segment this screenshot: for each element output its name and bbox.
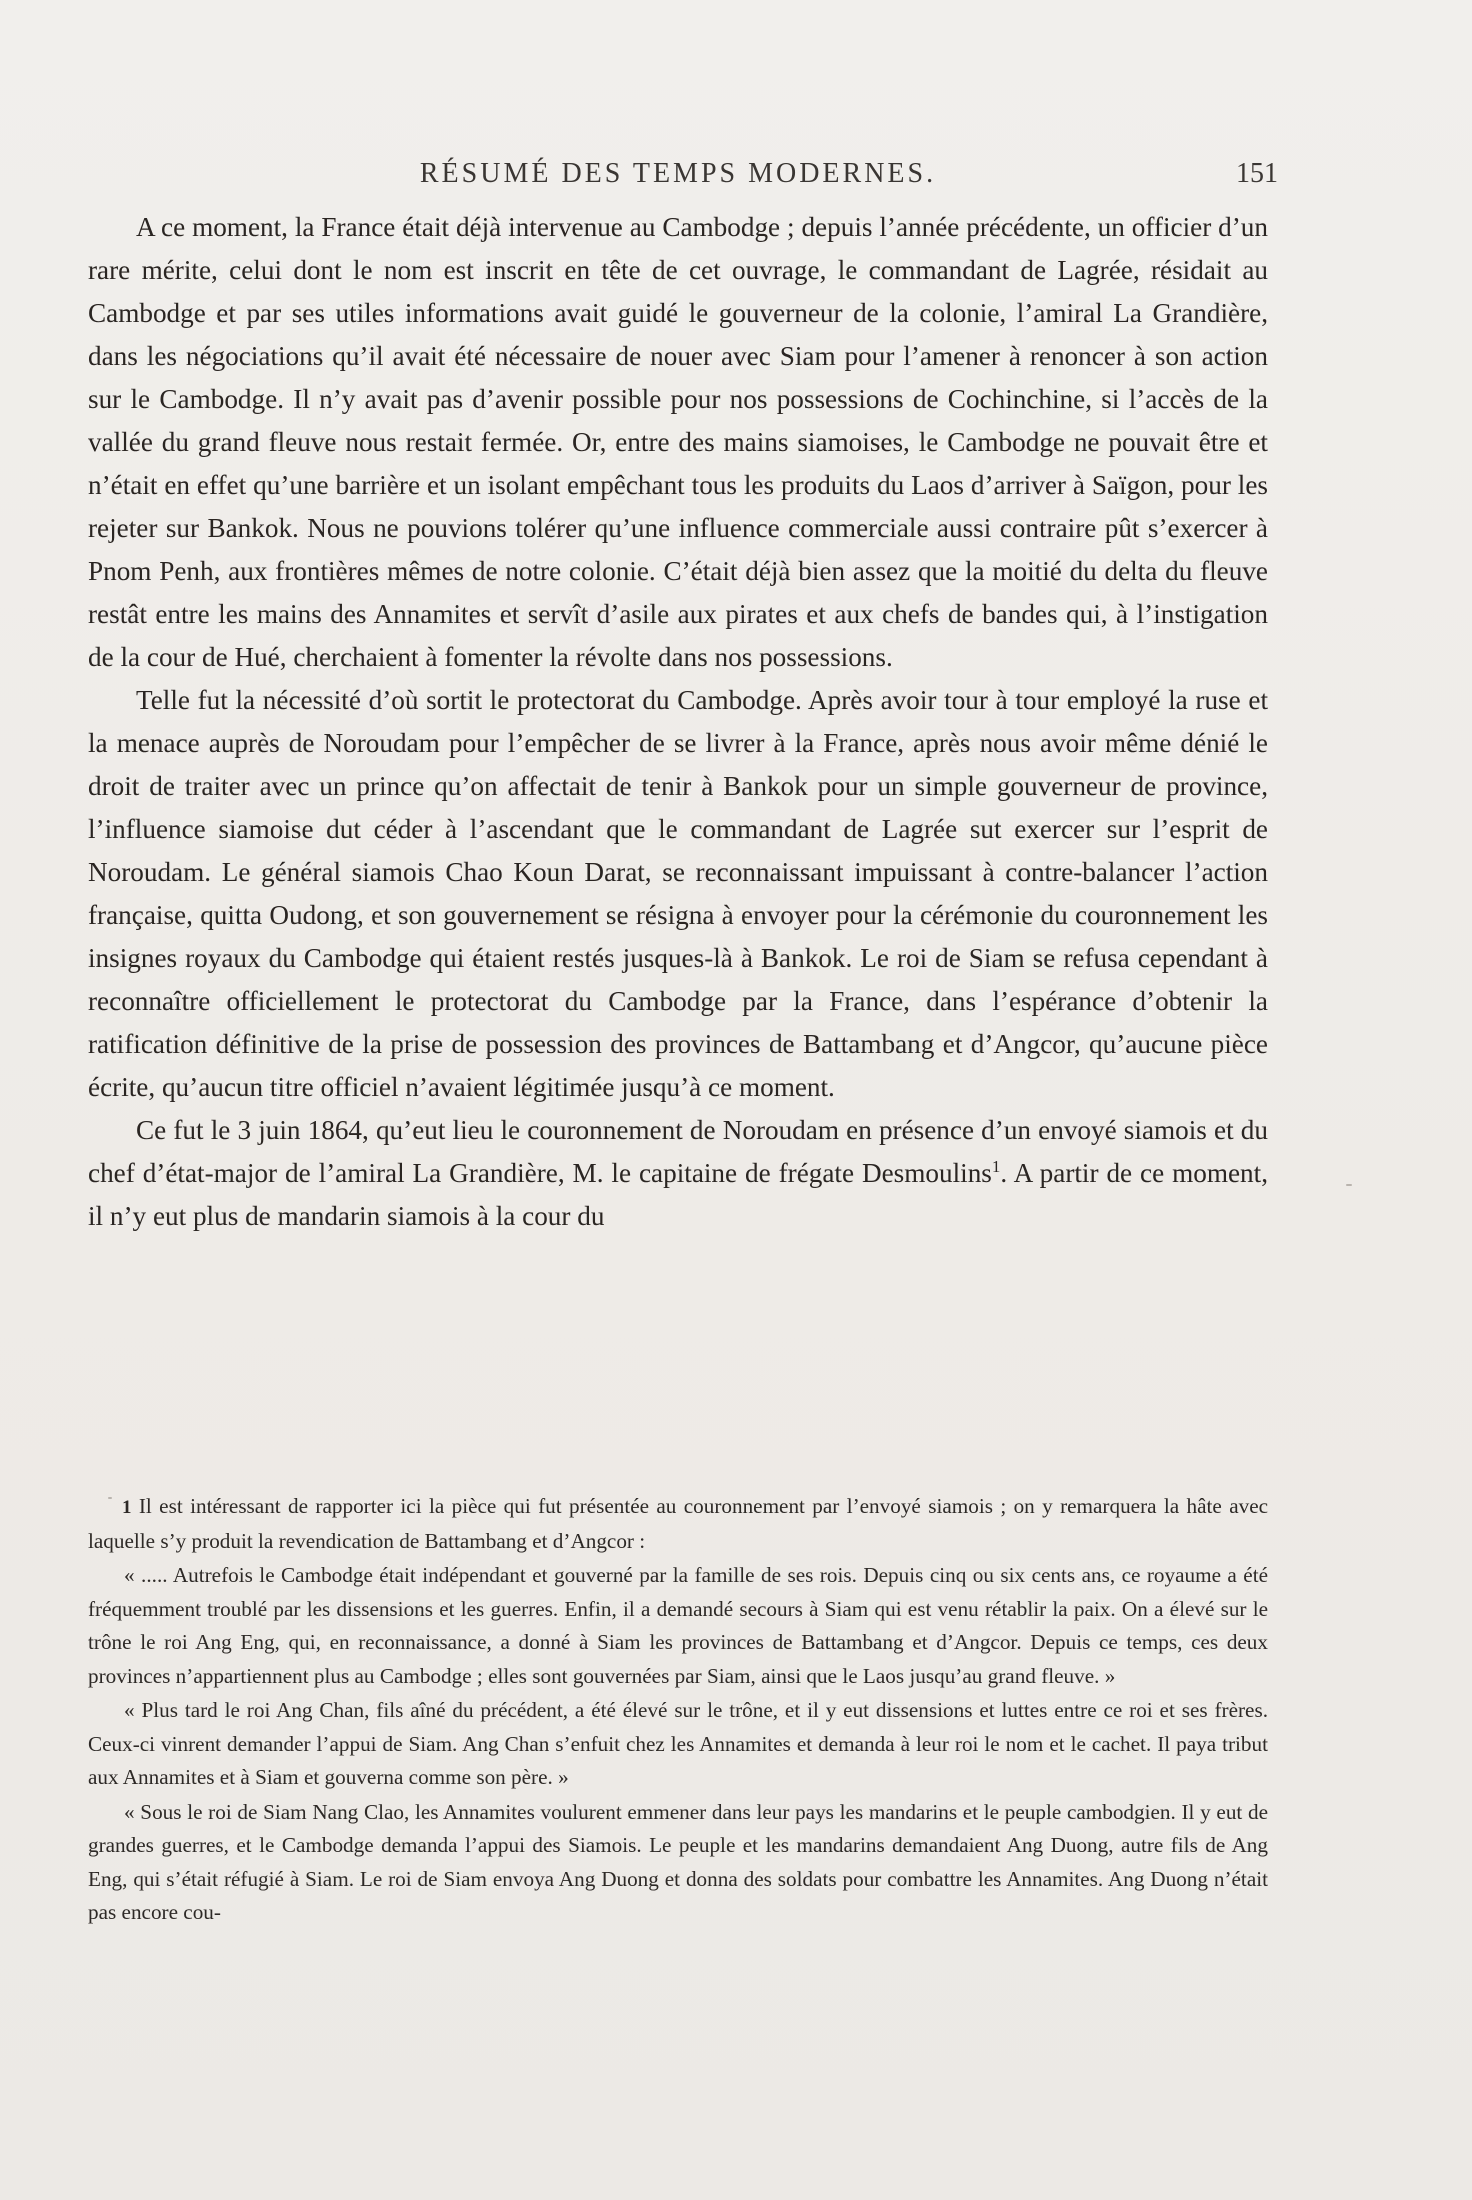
- footnote-reference: 1: [991, 1156, 1001, 1176]
- footnote-intro: Il est intéressant de rapporter ici la pièce qui fut présentée au couronnement par l’envoyé siamois ; on y remarquera la hâte avec laquelle s’y produit la revendication de Battambang et d’Angcor :: [88, 1494, 1269, 1553]
- footnote-quote-2: « Plus tard le roi Ang Chan, fils aîné du précédent, a été élevé sur le trône, et il y eut dissensions et luttes entre ce roi et ses frères. Ceux-ci vinrent demander l’appui de Siam. Ang Chan s’enfuit chez les Annamites et demanda à leur roi le nom et le cachet. Il paya tribut aux Annamites et à Siam et gouverna comme son père. »: [88, 1698, 1268, 1789]
- paragraph-2: Telle fut la nécessité d’où sortit le protectorat du Cambodge. Après avoir tour à tour employé la ruse et la menace auprès de Noroudam pour l’empêcher de se livrer à la France, après nous avoir même dénié le droit de traiter avec un prince qu’on affectait de tenir à Bankok pour un simple gouverneur de province, l’influence siamoise dut céder à l’ascendant que le commandant de Lagrée sut exercer sur l’esprit de Noroudam. Le général siamois Chao Koun Darat, se reconnaissant impuissant à contre-balancer l’action française, quitta Oudong, et son gouvernement se résigna à envoyer pour la cérémonie du couronnement les insignes royaux du Cambodge qui étaient restés jusques-là à Bankok. Le roi de Siam se refusa cependant à reconnaître officiellement le protectorat du Cambodge par la France, dans l’espérance d’obtenir la ratification définitive de la prise de possession des provinces de Battambang et d’Angcor, qu’aucune pièce écrite, qu’aucun titre officiel n’avaient légitimée jusqu’à ce moment.: [88, 685, 1268, 1102]
- footnotes: [88, 1490, 1268, 1931]
- paper-speck: [1346, 1184, 1352, 1186]
- paragraph-3-text: Ce fut le 3 juin 1864, qu’eut lieu le couronnement de Noroudam en présence d’un envoyé siamois et du chef d’état-major de l’amiral La Grandière, M. le capitaine de frégate Desmoulins: [88, 1115, 1268, 1188]
- paragraph-1: A ce moment, la France était déjà intervenue au Cambodge ; depuis l’année précédente, un officier d’un rare mérite, celui dont le nom est inscrit en tête de cet ouvrage, le commandant de Lagrée, résidait au Cambodge et par ses utiles informations avait guidé le gouverneur de la colonie, l’amiral La Grandière, dans les négociations qu’il avait été nécessaire de nouer avec Siam pour l’amener à renoncer à son action sur le Cambodge. Il n’y avait pas d’avenir possible pour nos possessions de Cochinchine, si l’accès de la vallée du grand fleuve nous restait fermée. Or, entre des mains siamoises, le Cambodge ne pouvait être et n’était en effet qu’une barrière et un isolant empêchant tous les produits du Laos d’arriver à Saïgon, pour les rejeter sur Bankok. Nous ne pouvions tolérer qu’une influence commerciale aussi contraire pût s’exercer à Pnom Penh, aux frontières mêmes de notre colonie. C’était déjà bien assez que la moitié du delta du fleuve restât entre les mains des Annamites et servît d’asile aux pirates et aux chefs de bandes qui, à l’instigation de la cour de Hué, cherchaient à fomenter la révolte dans nos possessions.: [88, 212, 1268, 672]
- footnote-number: 1: [122, 1497, 132, 1518]
- paper-speck: [108, 1497, 112, 1499]
- footnote-quote-3: « Sous le roi de Siam Nang Clao, les Annamites voulurent emmener dans leur pays les mandarins et le peuple cambodgien. Il y eut de grandes guerres, et le Cambodge demanda l’appui des Siamois. Le peuple et les mandarins demandaient Ang Duong, autre fils de Ang Eng, qui s’était réfugié à Siam. Le roi de Siam envoya Ang Duong et donna des soldats pour combattre les Annamites. Ang Duong n’était pas encore cou-: [88, 1799, 1268, 1924]
- footnote-1: [88, 1490, 1268, 1558]
- running-head-title: RÉSUMÉ DES TEMPS MODERNES.: [419, 158, 937, 189]
- paragraph-3: [88, 1109, 1268, 1238]
- footnote-quote-1: « ..... Autrefois le Cambodge était indépendant et gouverné par la famille de ses rois. Depuis cinq ou six cents ans, ce royaume a été fréquemment troublé par les dissensions et les guerres. Enfin, il a demandé secours à Siam qui est venu rétablir la paix. On a élevé sur le trône le roi Ang Eng, qui, en reconnaissance, a donné à Siam les provinces de Battambang et d’Angcor. Depuis ce temps, ces deux provinces n’appartiennent plus au Cambodge ; elles sont gouvernées par Siam, ainsi que le Laos jusqu’au grand fleuve. »: [88, 1563, 1268, 1688]
- running-head: [88, 158, 1278, 198]
- paragraph-3-continuation: . A partir de ce moment, il n’y eut plus de mandarin siamois à la cour du: [88, 1158, 1269, 1231]
- main-text: [88, 206, 1268, 1238]
- page-number: 151: [1236, 158, 1278, 189]
